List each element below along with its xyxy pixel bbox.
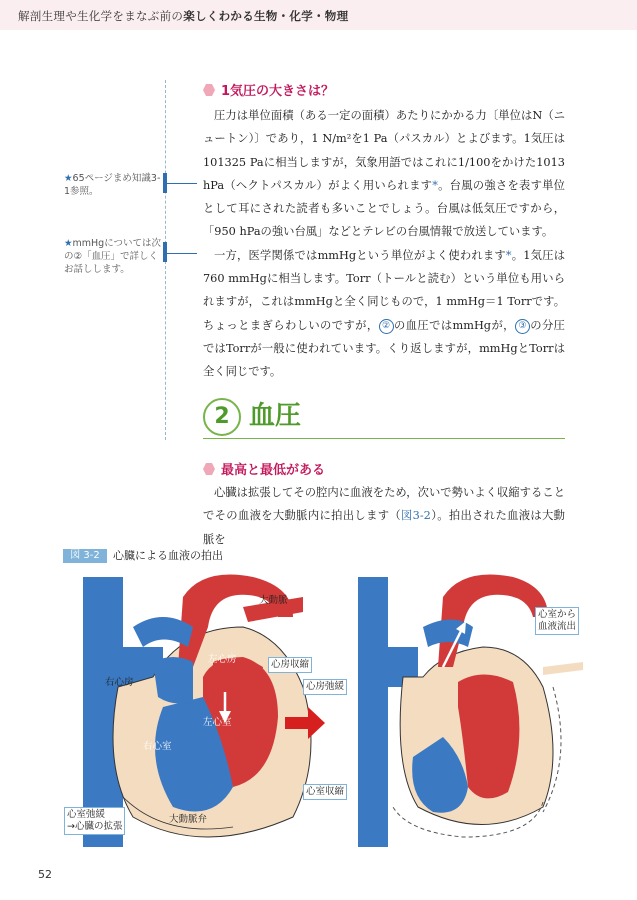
hexagon-bullet-icon (203, 463, 215, 475)
running-header: 解剖生理や生化学をまなぶ前の楽しくわかる生物・化学・物理 (18, 9, 349, 23)
label-right-atrium: 右心房 (105, 677, 134, 688)
label-atrial-contraction: 心房収縮 (268, 657, 312, 673)
section-number-badge: 2 (203, 398, 241, 436)
figure-3-2 (63, 549, 583, 854)
paragraph-heart-ejection: 心臓は拡張してその腔内に血液をため，次いで勢いよく収縮することでその血液を大動脈内に拍出します（図3-2）。拍出された血液は大動脈を (203, 486, 565, 546)
sidenote-2-link (167, 253, 197, 254)
sidenote-1-link (167, 183, 197, 184)
label-left-ventricle: 左心室 (203, 717, 232, 728)
sidenote-1: ★65ページまめ知識3-1参照。 (64, 173, 161, 197)
heart-illustration (63, 567, 583, 854)
figure-title: 心臓による血液の拍出 (113, 549, 223, 562)
label-ventricle-relax: 心室弛緩 →心臓の拡張 (64, 807, 125, 835)
label-atrial-relax: 心房弛緩 (303, 679, 347, 695)
label-left-atrium: 左心房 (208, 654, 237, 665)
label-aortic-valve: 大動脈弁 (169, 814, 208, 825)
paragraph-pascal: 圧力は単位面積（ある一定の面積）あたりにかかる力〔単位はN（ニュートン）〕であり，1 N/m²を1 Pa（パスカル）とよびます。1気圧は101325 Paに相当しますが，気象用語ではこれに1/100をかけた1013 hPa（ヘクトパスカル）がよく用いられます*。台風の強さを表す単位として耳にされた読者も多いことでしょう。台風は低気圧ですから，「950 hPaの強い台風」などとテレビの台風情報で放送しています。 (203, 109, 565, 239)
figure-reference-link[interactable]: 図3-2 (401, 509, 431, 523)
label-ventricle-contraction: 心室収縮 (303, 784, 347, 800)
sidenote-2-marker (163, 242, 167, 262)
section-heading-blood-pressure (203, 396, 565, 439)
body-paragraph-heart (203, 481, 565, 551)
page-number: 52 (38, 868, 52, 881)
subsection-heading-atmospheric: 1気圧の大きさは？ (203, 80, 334, 99)
figure-badge: 図 3-2 (63, 549, 107, 563)
sidenote-2: ★mmHgについては次の②「血圧」で詳しくお話しします。 (64, 238, 162, 275)
running-header-band (0, 0, 637, 30)
hexagon-bullet-icon (203, 84, 215, 96)
paragraph-mmhg: 一方，医学関係ではmmHgという単位がよく使われます*。1気圧は760 mmHgに相当します。Torr（トールと読む）という単位も用いられますが，これはmmHgと全く同じもので，1 mmHg＝1 Torrです。ちょっとまぎらわしいのですが， ② の血圧ではmmHgが， ③ の分圧ではTorrが一般に使われています。くり返しますが，mmHgとTorrは全く同じです。 (203, 248, 565, 379)
label-right-ventricle: 右心室 (143, 741, 172, 752)
subsection-heading-max-min: 最高と最低がある (203, 459, 325, 478)
section-title: 血圧 (249, 401, 302, 431)
label-ventricle-outflow: 心室から 血液流出 (535, 607, 579, 635)
body-paragraphs-pressure (203, 104, 565, 384)
label-aorta: 大動脈 (259, 595, 288, 606)
